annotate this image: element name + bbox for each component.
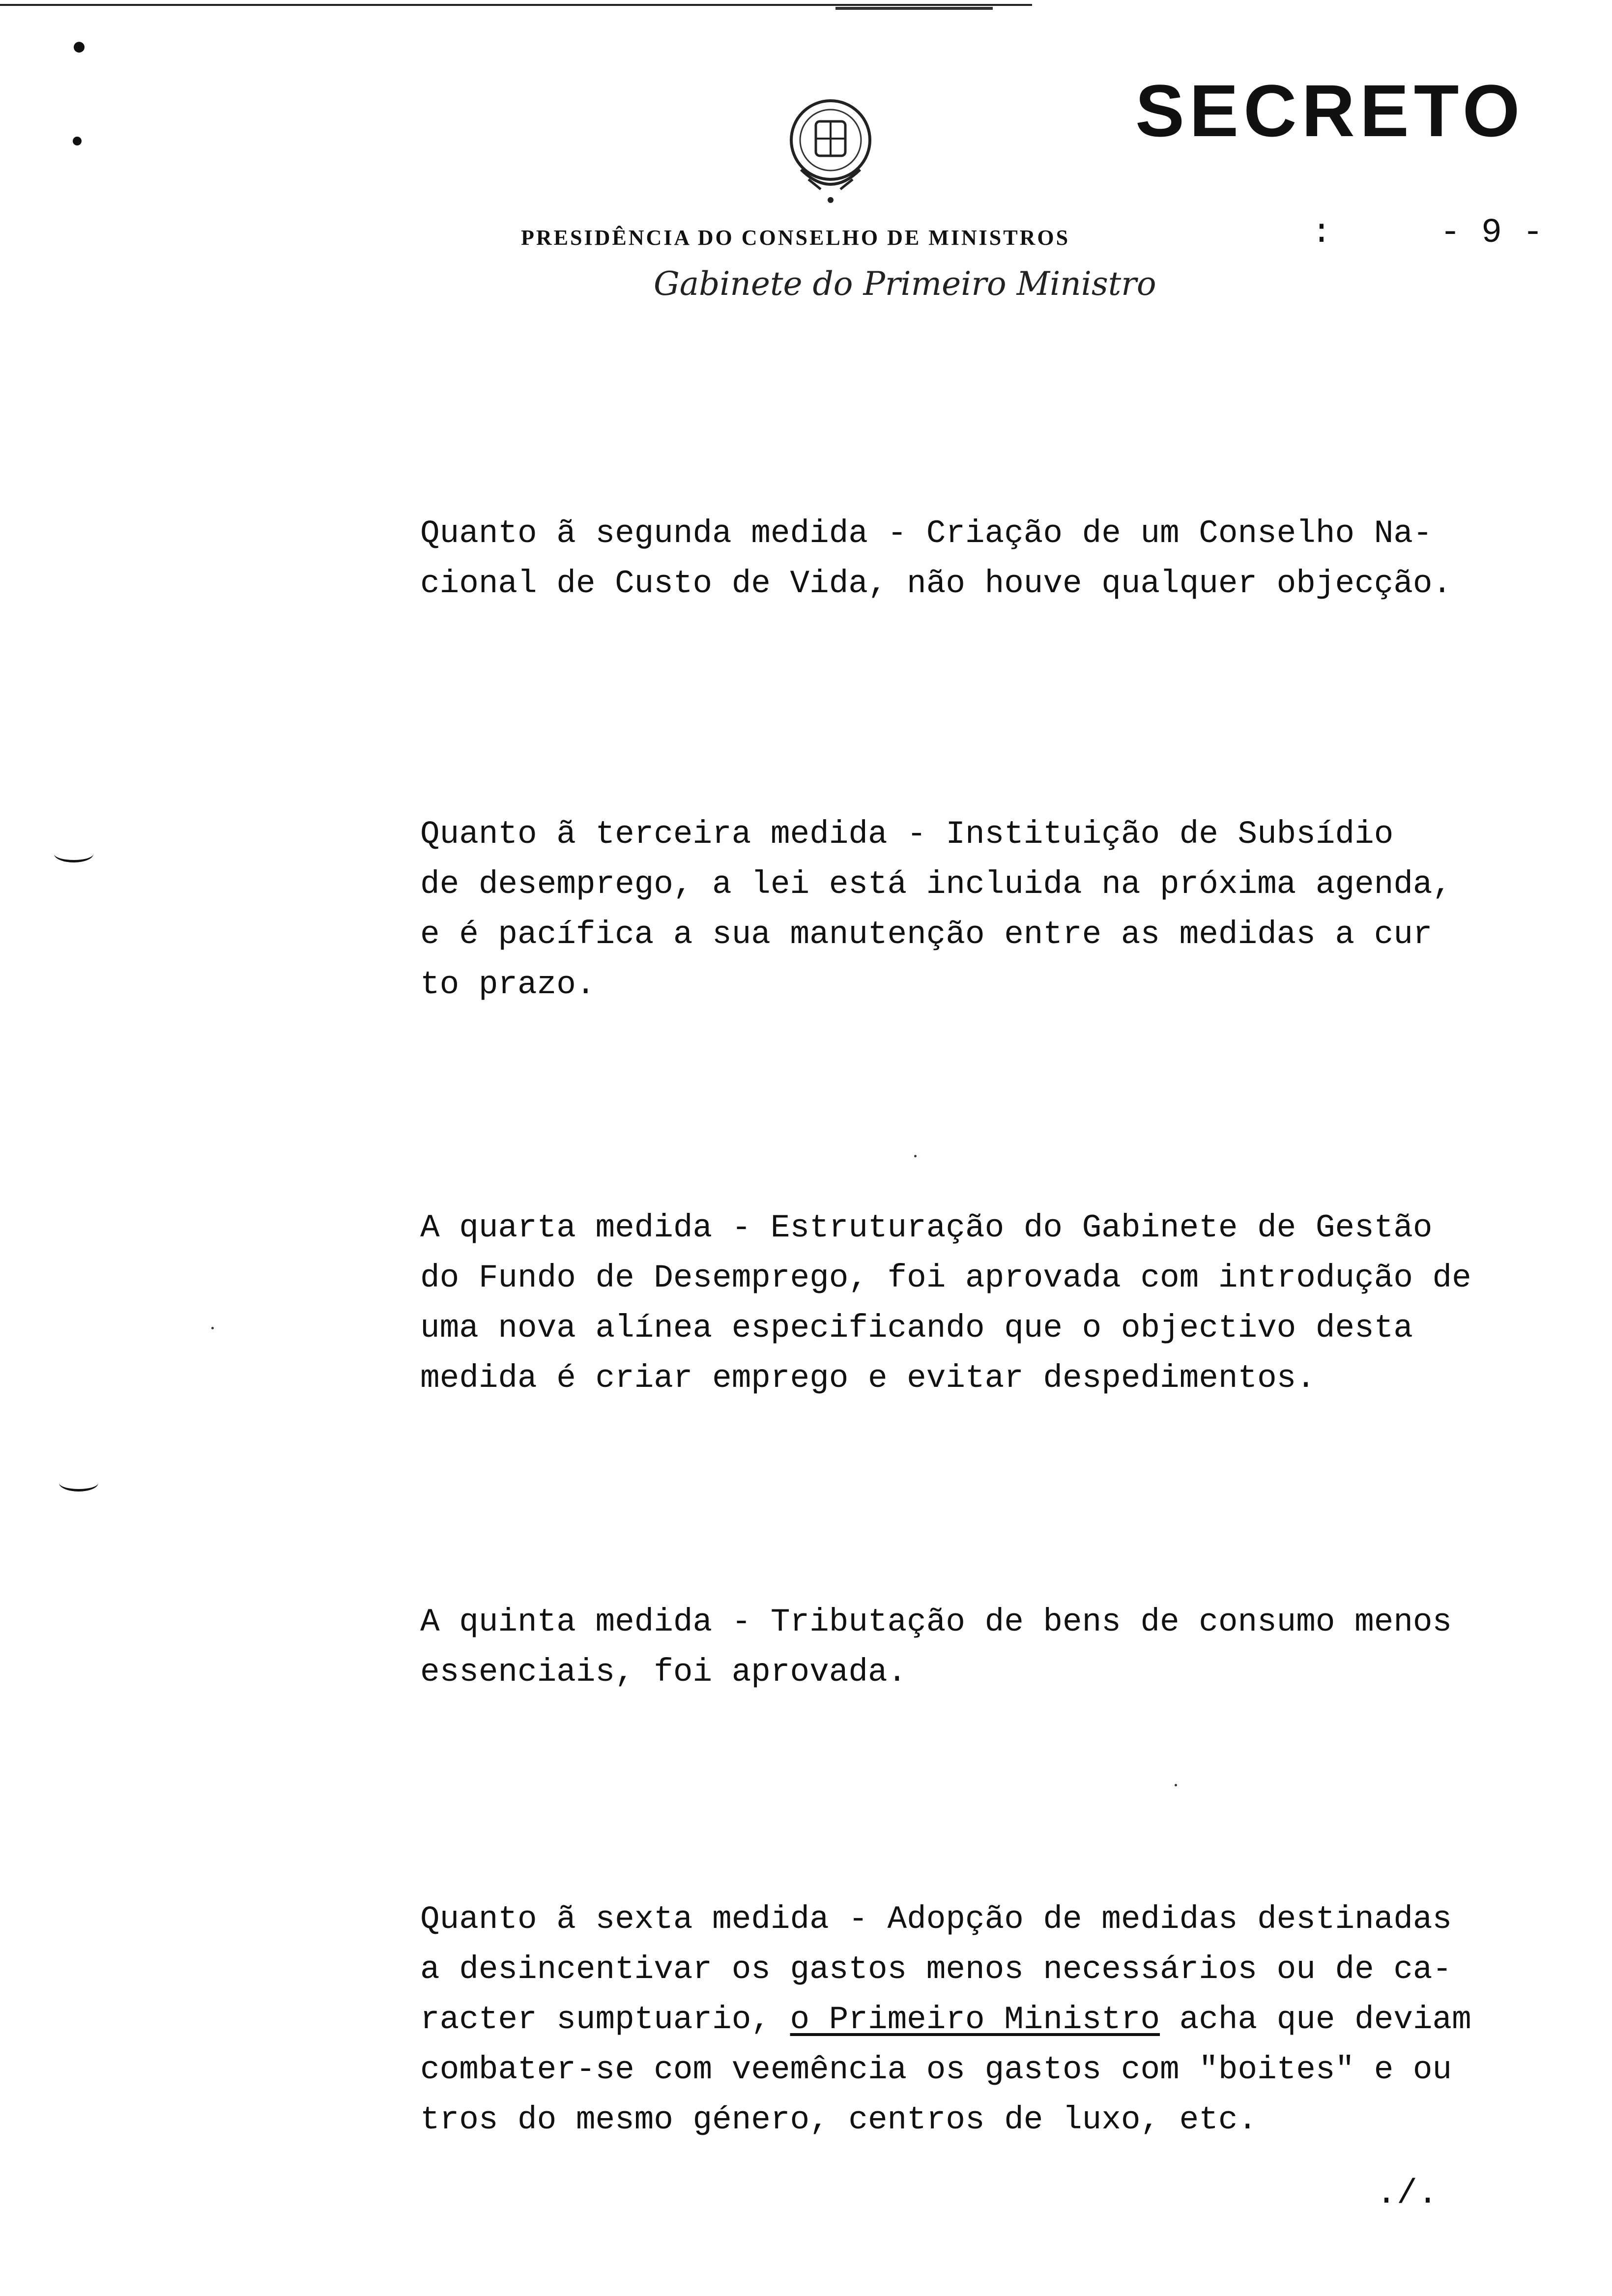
text-line: medida é criar emprego e evitar despedimentos. (420, 1360, 1316, 1397)
classification-stamp: SECRETO (1135, 69, 1525, 152)
speck (211, 1327, 214, 1329)
page-number: - 9 - (1440, 214, 1544, 253)
paragraph-terceira-medida (420, 809, 1452, 1010)
text-line: Quanto ã terceira medida - Instituição de Subsídio (420, 816, 1394, 853)
underlined-phrase: o Primeiro Ministro (790, 2001, 1160, 2038)
text-line: a desincentivar os gastos menos necessários ou de ca- (420, 1951, 1452, 1988)
speck (914, 1155, 917, 1157)
paragraph-segunda-medida (420, 509, 1452, 609)
paragraph-quinta-medida (420, 1597, 1452, 1697)
text-segment: acha que deviam (1179, 2001, 1471, 2038)
margin-arc (54, 845, 93, 862)
text-line: e é pacífica a sua manutenção entre as medidas a cur (420, 916, 1433, 953)
text-line: A quarta medida - Estruturação do Gabinete de Gestão (420, 1209, 1433, 1246)
text-line: tros do mesmo género, centros de luxo, etc. (420, 2101, 1258, 2138)
text-line: do Fundo de Desemprego, foi aprovada com introdução de (420, 1260, 1471, 1296)
margin-dot (74, 42, 85, 53)
text-segment: racter sumptuario, (420, 2001, 771, 2038)
continuation-mark: ./. (1376, 2175, 1439, 2213)
text-line: uma nova alínea especificando que o objectivo desta (420, 1310, 1413, 1347)
margin-arc (59, 1474, 98, 1492)
speck (1175, 1784, 1177, 1786)
margin-dot (73, 137, 82, 145)
institution-name: PRESIDÊNCIA DO CONSELHO DE MINISTROS (521, 226, 1070, 250)
text-line: de desemprego, a lei está incluida na próxima agenda, (420, 866, 1452, 903)
paragraph-sexta-medida (420, 1894, 1471, 2145)
text-line: essenciais, foi aprovada. (420, 1654, 907, 1691)
office-name: Gabinete do Primeiro Ministro (654, 265, 1156, 303)
paragraph-quarta-medida (420, 1203, 1471, 1404)
colon-mark: : (1311, 214, 1332, 253)
text-line: Quanto ã sexta medida - Adopção de medidas destinadas (420, 1901, 1452, 1938)
text-line: to prazo. (420, 966, 596, 1003)
text-line: combater-se com veemência os gastos com "boites" e ou (420, 2051, 1452, 2088)
text-line: A quinta medida - Tributação de bens de consumo menos (420, 1604, 1452, 1640)
coat-of-arms-icon (767, 86, 894, 214)
text-line: cional de Custo de Vida, não houve qualquer objecção. (420, 565, 1452, 602)
text-line: Quanto ã segunda medida - Criação de um Conselho Na- (420, 515, 1433, 552)
top-edge-line-accent (835, 7, 993, 10)
top-edge-line (0, 4, 1032, 6)
text-line-with-underline (420, 1995, 1471, 2045)
